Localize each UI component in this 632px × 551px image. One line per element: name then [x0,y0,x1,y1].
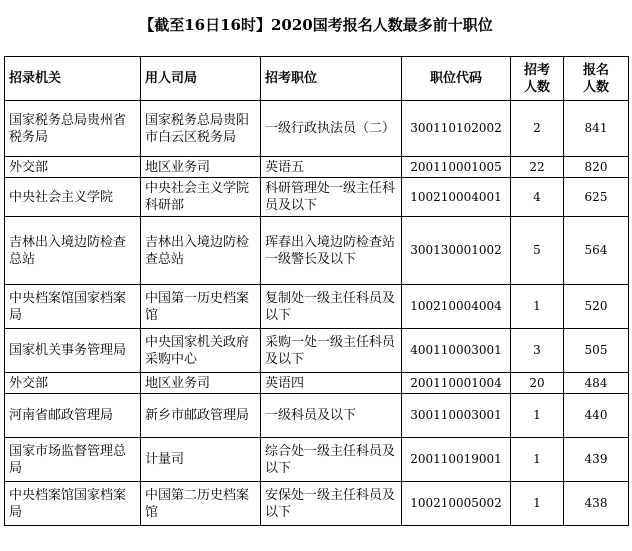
header-applicants-line2: 人数 [582,79,609,95]
cell-position: 采购一处一级主任科员及以下 [261,329,402,373]
header-department: 用人司局 [141,57,261,101]
header-agency: 招录机关 [5,57,141,101]
cell-position: 英语五 [261,157,402,178]
header-code: 职位代码 [402,57,511,101]
cell-applicants: 625 [564,178,629,217]
cell-position: 安保处一级主任科员及以下 [261,482,402,526]
cell-applicants: 505 [564,329,629,373]
table-row [5,101,629,157]
table-row [5,438,629,482]
cell-agency: 外交部 [5,373,141,394]
cell-recruit: 3 [511,329,564,373]
cell-agency: 中央档案馆国家档案局 [5,285,141,329]
cell-applicants: 438 [564,482,629,526]
cell-applicants: 440 [564,394,629,438]
cell-applicants: 484 [564,373,629,394]
cell-agency: 吉林出入境边防检查总站 [5,217,141,285]
cell-recruit: 1 [511,285,564,329]
cell-code: 200110019001 [402,438,511,482]
header-recruit [511,57,564,101]
table-row [5,329,629,373]
table-row [5,482,629,526]
cell-applicants: 439 [564,438,629,482]
cell-applicants: 841 [564,101,629,157]
cell-code: 100210004001 [402,178,511,217]
header-recruit-line1: 招考 [523,62,550,78]
cell-recruit: 20 [511,373,564,394]
cell-recruit: 4 [511,178,564,217]
cell-department: 国家税务总局贵阳市白云区税务局 [141,101,261,157]
cell-agency: 国家机关事务管理局 [5,329,141,373]
cell-recruit: 1 [511,482,564,526]
cell-agency: 国家税务总局贵州省税务局 [5,101,141,157]
cell-agency: 国家市场监督管理总局 [5,438,141,482]
cell-position: 一级行政执法员（二） [261,101,402,157]
cell-code: 300130001002 [402,217,511,285]
cell-recruit: 22 [511,157,564,178]
cell-department: 中央国家机关政府采购中心 [141,329,261,373]
cell-code: 200110001004 [402,373,511,394]
cell-position: 珲春出入境边防检查站一级警长及以下 [261,217,402,285]
cell-position: 科研管理处一级主任科员及以下 [261,178,402,217]
cell-department: 地区业务司 [141,157,261,178]
table-row [5,373,629,394]
cell-agency: 中央社会主义学院 [5,178,141,217]
table-row [5,157,629,178]
cell-department: 新乡市邮政管理局 [141,394,261,438]
cell-position: 英语四 [261,373,402,394]
cell-department: 计量司 [141,438,261,482]
cell-recruit: 1 [511,438,564,482]
cell-department: 中国第一历史档案馆 [141,285,261,329]
table-row [5,217,629,285]
cell-code: 400110003001 [402,329,511,373]
positions-table [4,56,629,526]
cell-department: 中央社会主义学院科研部 [141,178,261,217]
cell-agency: 中央档案馆国家档案局 [5,482,141,526]
cell-department: 吉林出入境边防检查总站 [141,217,261,285]
table-header-row [5,57,629,101]
cell-code: 300110102002 [402,101,511,157]
cell-department: 中国第二历史档案馆 [141,482,261,526]
cell-agency: 河南省邮政管理局 [5,394,141,438]
cell-department: 地区业务司 [141,373,261,394]
cell-agency: 外交部 [5,157,141,178]
cell-code: 200110001005 [402,157,511,178]
table-row [5,394,629,438]
cell-recruit: 1 [511,394,564,438]
cell-recruit: 2 [511,101,564,157]
page-title: 【截至16日16时】2020国考报名人数最多前十职位 [139,16,493,34]
cell-applicants: 520 [564,285,629,329]
header-applicants-line1: 报名 [582,62,609,78]
table-row [5,285,629,329]
cell-position: 一级科员及以下 [261,394,402,438]
table-row [5,178,629,217]
cell-position: 复制处一级主任科员及以下 [261,285,402,329]
header-recruit-line2: 人数 [523,79,550,95]
cell-position: 综合处一级主任科员及以下 [261,438,402,482]
cell-recruit: 5 [511,217,564,285]
cell-applicants: 820 [564,157,629,178]
cell-applicants: 564 [564,217,629,285]
cell-code: 300110003001 [402,394,511,438]
header-position: 招考职位 [261,57,402,101]
cell-code: 100210005002 [402,482,511,526]
cell-code: 100210004004 [402,285,511,329]
header-applicants [564,57,629,101]
